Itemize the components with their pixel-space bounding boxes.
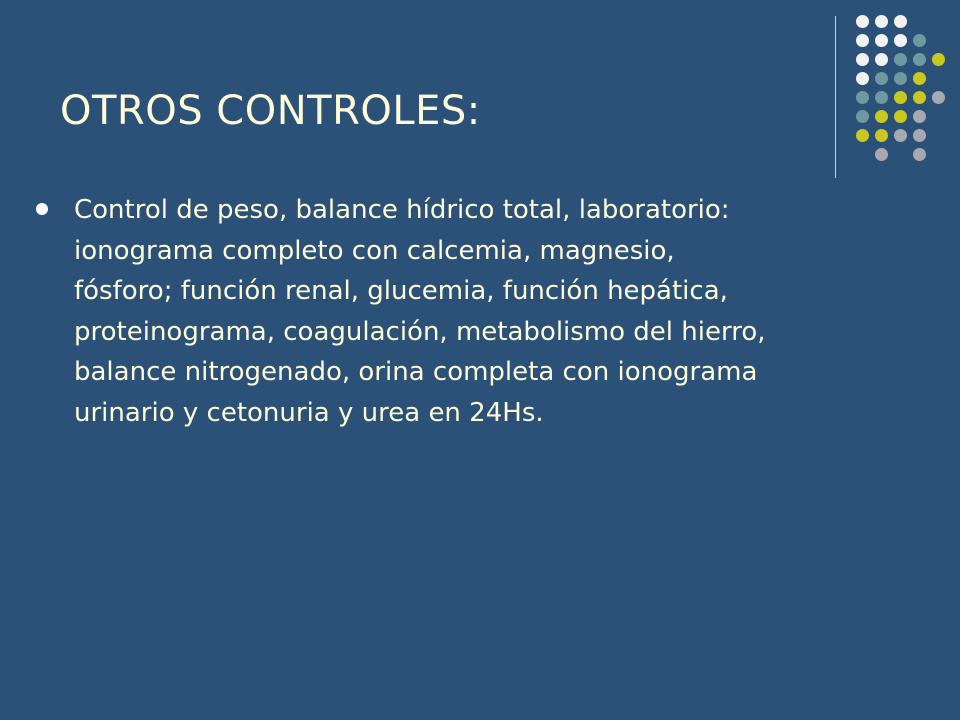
decorative-dot (894, 91, 907, 104)
decorative-dot (894, 53, 907, 66)
decorative-dot (894, 110, 907, 123)
decorative-dot (875, 34, 888, 47)
decorative-dot (856, 110, 869, 123)
decorative-dot (875, 91, 888, 104)
decorative-dot (894, 15, 907, 28)
decorative-dot (875, 110, 888, 123)
decorative-dot (856, 72, 869, 85)
decorative-dot (875, 72, 888, 85)
bullet-icon (36, 203, 48, 215)
decorative-dot (913, 91, 926, 104)
decorative-dot (875, 129, 888, 142)
decorative-dot (932, 91, 945, 104)
slide-title: OTROS CONTROLES: (60, 88, 481, 134)
bullet-item (36, 190, 776, 433)
decorative-dot (913, 148, 926, 161)
decorative-dot (856, 15, 869, 28)
decorative-dot (856, 53, 869, 66)
decorative-dot (913, 129, 926, 142)
decorative-dot (856, 129, 869, 142)
decorative-dot (894, 72, 907, 85)
decorative-dot (913, 34, 926, 47)
bullet-text: Control de peso, balance hídrico total, laboratorio: ionograma completo con calcemia, magnesio, fósforo; función renal, glucemia, función hepática, proteinograma, coagulación, metabolismo del hierro, balance nitrogenado, orina completa con ionograma urinario y cetonuria y urea en 24Hs. (74, 195, 766, 428)
decorative-dot (856, 91, 869, 104)
decorative-dot (894, 34, 907, 47)
decorative-dot (913, 110, 926, 123)
decorative-dot (894, 129, 907, 142)
decorative-dot (913, 72, 926, 85)
decorative-dot (856, 34, 869, 47)
decorative-dot (875, 53, 888, 66)
decorative-dot (932, 53, 945, 66)
decorative-dot (875, 148, 888, 161)
slide-content (36, 190, 776, 433)
decorative-dot (913, 53, 926, 66)
decorative-dot (875, 15, 888, 28)
